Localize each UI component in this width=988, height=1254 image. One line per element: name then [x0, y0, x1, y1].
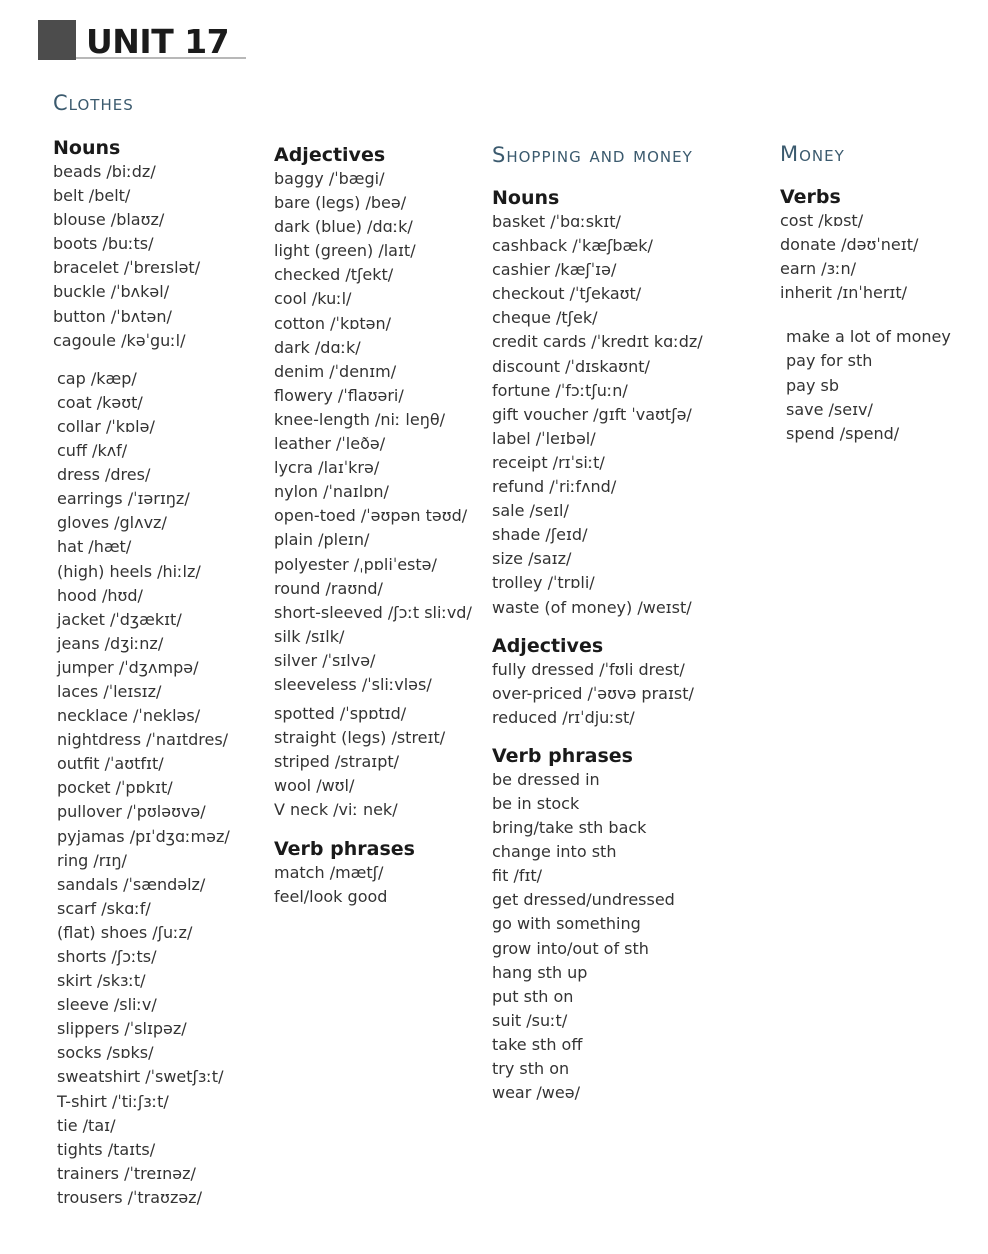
vocab-entry: socks /sɒks/ — [57, 1043, 154, 1063]
vocab-entry: denim /ˈdenɪm/ — [274, 361, 397, 381]
vocab-entry: outfit /ˈaʊtfɪt/ — [57, 754, 164, 774]
vocab-entry: (flat) shoes /ʃuːz/ — [57, 922, 193, 942]
vocab-entry: sleeve /sliːv/ — [57, 995, 157, 1015]
vocab-entry: shade /ʃeɪd/ — [492, 525, 588, 545]
vocab-entry: shorts /ʃɔːts/ — [57, 947, 157, 966]
vocab-entry: match /mætʃ/ — [274, 862, 384, 882]
vocab-entry: hood /hʊd/ — [57, 585, 143, 605]
vocab-entry: cashback /ˈkæʃbæk/ — [492, 236, 653, 256]
vocab-entry: short-sleeved /ʃɔːt sliːvd/ — [274, 602, 472, 622]
vocab-entry: cashier /kæʃˈɪə/ — [492, 260, 617, 280]
vocab-entry: change into sth — [492, 842, 617, 862]
vocab-entry: bring/take sth back — [492, 818, 647, 838]
vocab-entry: reduced /rɪˈdjuːst/ — [492, 707, 635, 727]
vocab-entry: fortune /ˈfɔːtʃuːn/ — [492, 380, 628, 400]
vocab-entry: leather /ˈleðə/ — [274, 434, 386, 454]
clothes-nouns-heading: Nouns — [53, 137, 121, 159]
vocab-entry: cheque /tʃek/ — [492, 308, 598, 328]
clothes-verb-phrases-list — [274, 861, 472, 909]
vocab-entry: tie /taɪ/ — [57, 1115, 116, 1135]
vocab-entry: pocket /ˈpɒkɪt/ — [57, 778, 173, 798]
shopping-nouns-list — [492, 210, 703, 620]
vocab-entry: earrings /ˈɪərɪŋz/ — [57, 489, 190, 509]
vocab-entry: pay sb — [786, 375, 840, 395]
vocab-entry: spend /spend/ — [786, 423, 900, 443]
unit-header-block — [38, 20, 76, 60]
unit-title: UNIT 17 — [86, 22, 230, 61]
shopping-verb-phrases-heading: Verb phrases — [492, 744, 633, 767]
vocab-entry: trousers /ˈtraʊzəz/ — [57, 1187, 202, 1207]
shopping-column — [492, 142, 703, 1105]
vocab-entry: suit /suːt/ — [492, 1010, 568, 1030]
vocab-entry: cuff /kʌf/ — [57, 441, 128, 461]
clothes-nouns-column — [53, 90, 230, 1210]
vocab-entry: cost /kɒst/ — [780, 211, 864, 230]
shopping-verb-phrases-list — [492, 768, 703, 1105]
money-verbs-list — [780, 209, 951, 305]
vocab-entry: coat /kəʊt/ — [57, 392, 143, 412]
vocab-entry: flowery /ˈflaʊəri/ — [274, 385, 404, 405]
vocab-entry: baggy /ˈbægi/ — [274, 169, 385, 188]
vocab-entry: size /saɪz/ — [492, 549, 572, 569]
vocab-entry: checked /tʃekt/ — [274, 265, 394, 285]
vocab-entry: label /ˈleɪbəl/ — [492, 428, 596, 448]
vocab-entry: checkout /ˈtʃekaʊt/ — [492, 284, 642, 304]
vocab-entry: jacket /ˈdʒækɪt/ — [57, 609, 182, 629]
vocab-entry: slippers /ˈslɪpəz/ — [57, 1019, 187, 1039]
vocab-entry: open-toed /ˈəʊpən təʊd/ — [274, 506, 468, 526]
vocab-entry: belt /belt/ — [53, 186, 131, 206]
vocab-entry: trainers /ˈtreɪnəz/ — [57, 1163, 196, 1183]
money-verbs-heading: Verbs — [780, 186, 841, 208]
vocab-entry: boots /buːts/ — [53, 234, 154, 254]
clothes-adjectives-column — [274, 143, 472, 909]
vocab-entry: hat /hæt/ — [57, 537, 132, 557]
vocab-entry: jeans /dʒiːnz/ — [57, 633, 164, 653]
vocab-entry: gloves /glʌvz/ — [57, 513, 167, 533]
section-title-clothes: Clothes — [53, 91, 134, 115]
vocab-entry: silver /ˈsɪlvə/ — [274, 650, 376, 670]
vocab-entry: nightdress /ˈnaɪtdres/ — [57, 730, 229, 750]
vocab-entry: waste (of money) /weɪst/ — [492, 597, 692, 617]
vocab-entry: bare (legs) /beə/ — [274, 193, 407, 213]
vocab-entry: ring /rɪŋ/ — [57, 850, 127, 870]
vocab-entry: discount /ˈdɪskaʊnt/ — [492, 356, 650, 376]
vocab-entry: striped /straɪpt/ — [274, 752, 400, 772]
clothes-verb-phrases-heading: Verb phrases — [274, 837, 415, 860]
vocab-entry: hang sth up — [492, 962, 588, 982]
vocab-entry: trolley /ˈtrɒli/ — [492, 573, 595, 593]
shopping-adjectives-list — [492, 658, 703, 730]
clothes-adjectives-heading: Adjectives — [274, 144, 386, 166]
vocab-entry: lycra /laɪˈkrə/ — [274, 458, 380, 478]
vocab-entry: buckle /ˈbʌkəl/ — [53, 282, 170, 302]
vocab-entry: grow into/out of sth — [492, 938, 649, 958]
vocab-entry: sleeveless /ˈsliːvləs/ — [274, 674, 432, 694]
vocab-entry: pay for sth — [786, 351, 873, 371]
vocab-entry: beads /biːdz/ — [53, 162, 156, 181]
vocab-entry: put sth on — [492, 986, 574, 1006]
vocab-entry: plain /pleɪn/ — [274, 530, 370, 550]
vocab-entry: sale /seɪl/ — [492, 501, 569, 521]
vocab-entry: feel/look good — [274, 886, 388, 906]
shopping-nouns-heading: Nouns — [492, 187, 560, 209]
vocab-entry: cagoule /kəˈguːl/ — [53, 330, 186, 350]
vocab-entry: sweatshirt /ˈswetʃɜːt/ — [57, 1067, 224, 1087]
vocab-entry: sandals /ˈsændəlz/ — [57, 874, 206, 894]
vocab-entry: straight (legs) /streɪt/ — [274, 728, 446, 748]
vocab-entry: be dressed in — [492, 769, 600, 789]
vocab-entry: scarf /skɑːf/ — [57, 898, 151, 918]
vocab-entry: laces /ˈleɪsɪz/ — [57, 681, 162, 701]
vocab-entry: silk /sɪlk/ — [274, 626, 345, 646]
clothes-adjectives-list-a — [274, 167, 472, 697]
vocab-entry: wear /weə/ — [492, 1083, 580, 1103]
vocab-entry: spotted /ˈspɒtɪd/ — [274, 704, 407, 724]
vocab-entry: knee-length /niː leŋθ/ — [274, 409, 446, 429]
shopping-adjectives-heading: Adjectives — [492, 634, 604, 657]
vocab-entry: (high) heels /hiːlz/ — [57, 561, 201, 581]
money-column — [780, 141, 951, 446]
vocab-entry: receipt /rɪˈsiːt/ — [492, 452, 605, 472]
vocab-entry: fit /fɪt/ — [492, 866, 543, 886]
vocab-entry: bracelet /ˈbreɪslət/ — [53, 258, 201, 278]
vocab-entry: credit cards /ˈkredɪt kɑːdz/ — [492, 332, 703, 352]
section-title-money: Money — [780, 142, 845, 166]
vocab-entry: cool /kuːl/ — [274, 289, 352, 309]
vocab-entry: jumper /ˈdʒʌmpə/ — [57, 657, 199, 677]
vocab-entry: blouse /blaʊz/ — [53, 210, 165, 230]
vocab-entry: light (green) /laɪt/ — [274, 241, 416, 261]
vocab-entry: go with something — [492, 914, 641, 934]
vocab-entry: refund /ˈriːfʌnd/ — [492, 477, 617, 497]
vocab-entry: basket /ˈbɑːskɪt/ — [492, 212, 621, 231]
vocab-entry: take sth off — [492, 1034, 583, 1054]
vocab-entry: tights /taɪts/ — [57, 1139, 156, 1159]
vocab-entry: necklace /ˈnekləs/ — [57, 706, 201, 726]
vocab-entry: nylon /ˈnaɪlɒn/ — [274, 482, 389, 502]
vocab-entry: pullover /ˈpʊləʊvə/ — [57, 802, 206, 822]
clothes-adjectives-list-b — [274, 702, 472, 822]
vocab-entry: gift voucher /gɪft ˈvaʊtʃə/ — [492, 404, 692, 424]
vocab-entry: over-priced /ˈəʊvə praɪst/ — [492, 683, 694, 703]
vocab-entry: skirt /skɜːt/ — [57, 971, 146, 991]
vocab-entry: get dressed/undressed — [492, 890, 675, 910]
section-title-shopping: Shopping and money — [492, 143, 693, 167]
vocab-entry: dark /dɑːk/ — [274, 337, 361, 357]
vocab-entry: T-shirt /ˈtiːʃɜːt/ — [57, 1091, 169, 1111]
vocab-entry: V neck /viː nek/ — [274, 800, 398, 820]
vocab-entry: pyjamas /pɪˈdʒɑːməz/ — [57, 826, 230, 846]
vocab-entry: dress /dres/ — [57, 465, 151, 485]
vocab-entry: round /raʊnd/ — [274, 578, 383, 598]
vocab-entry: earn /ɜːn/ — [780, 259, 856, 279]
clothes-nouns-list-a — [53, 160, 230, 353]
vocab-entry: wool /wʊl/ — [274, 776, 355, 796]
vocab-entry: collar /ˈkɒlə/ — [57, 416, 155, 436]
vocab-entry: cap /kæp/ — [57, 368, 137, 388]
vocab-entry: fully dressed /ˈfʊli drest/ — [492, 659, 685, 679]
vocab-entry: polyester /ˌpɒliˈestə/ — [274, 554, 437, 574]
vocab-entry: inherit /ɪnˈherɪt/ — [780, 283, 907, 303]
vocab-entry: be in stock — [492, 793, 580, 813]
clothes-nouns-list-b — [57, 367, 230, 1210]
vocab-entry: dark (blue) /dɑːk/ — [274, 217, 413, 237]
vocab-entry: make a lot of money — [786, 327, 951, 347]
vocab-entry: button /ˈbʌtən/ — [53, 306, 172, 326]
vocab-entry: save /seɪv/ — [786, 399, 873, 419]
vocab-entry: donate /dəʊˈneɪt/ — [780, 235, 919, 255]
vocab-entry: cotton /ˈkɒtən/ — [274, 313, 392, 333]
vocab-entry: try sth on — [492, 1059, 570, 1078]
money-phrases-list — [786, 325, 951, 445]
